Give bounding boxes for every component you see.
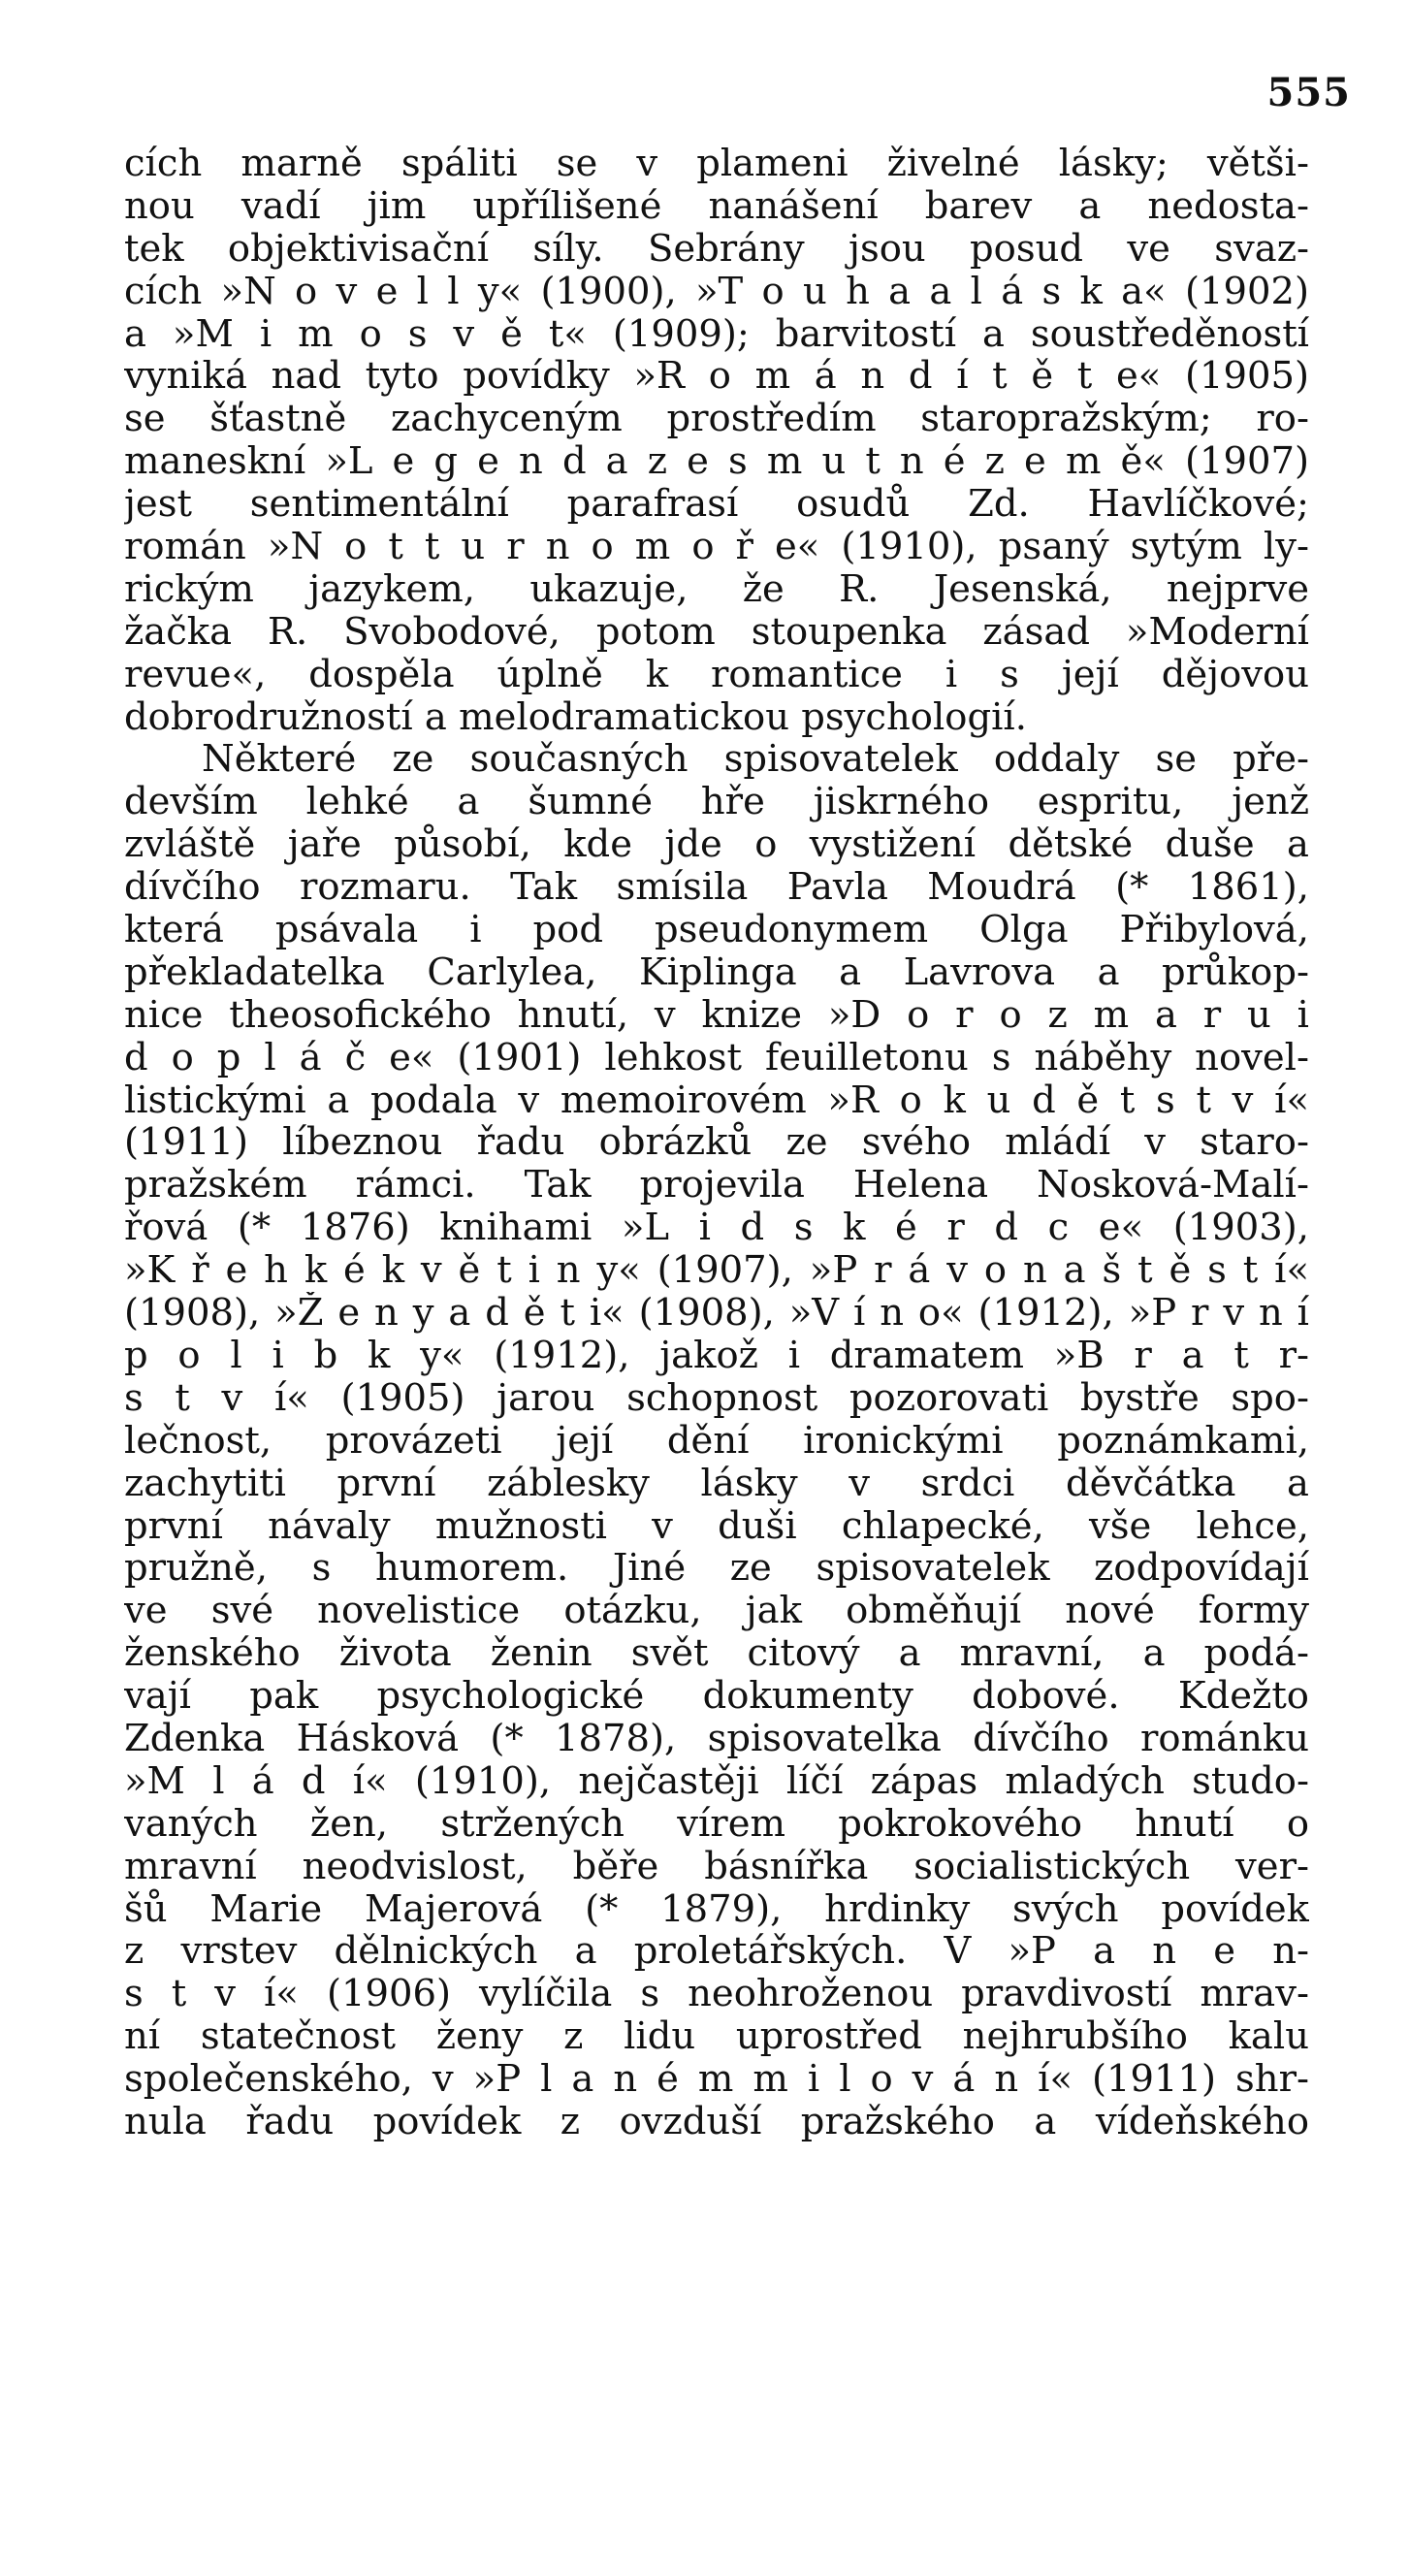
- text-line: revue«, dospěla úplně k romantice i s její dějovou: [124, 653, 1309, 696]
- text-line: s t v í« (1905) jarou schopnost pozorovati bystře spo-: [124, 1376, 1309, 1420]
- text-line: (1911) líbeznou řadu obrázků ze svého mládí v staro-: [124, 1121, 1309, 1165]
- text-line: nou vadí jim upřílišené nanášení barev a nedosta-: [124, 184, 1309, 228]
- text-line: Některé ze současných spisovatelek oddaly se pře-: [202, 738, 1309, 782]
- text-line: vaných žen, stržených vírem pokrokového hnutí o: [124, 1802, 1309, 1846]
- text-line: pružně, s humorem. Jiné ze spisovatelek zodpovídají: [124, 1547, 1309, 1591]
- text-line: nula řadu povídek z ovzduší pražského a vídeňského: [124, 2100, 1309, 2143]
- text-line: nice theosofického hnutí, v knize »D o r o z m a r u i: [124, 993, 1309, 1037]
- text-line: ženského života ženin svět citový a mravní, a podá-: [124, 1632, 1309, 1676]
- text-line: maneskní »L e g e n d a z e s m u t n é z e m ě« (1907): [124, 440, 1309, 484]
- text-line: (1908), »Ž e n y a d ě t i« (1908), »V í n o« (1912), »P r v n í: [124, 1292, 1309, 1335]
- text-line: která psávala i pod pseudonymem Olga Přibylová,: [124, 909, 1309, 951]
- text-line: Zdenka Hásková (* 1878), spisovatelka dívčího románku: [124, 1717, 1309, 1760]
- text-line: p o l i b k y« (1912), jakož i dramatem »B r a t r-: [124, 1334, 1309, 1377]
- page-number: 555: [1266, 70, 1351, 115]
- text-line: román »N o t t u r n o m o ř e« (1910), psaný sytým ly-: [124, 526, 1309, 568]
- body-text: [124, 143, 1309, 2143]
- text-line: zvláště jaře působí, kde jde o vystižení dětské duše a: [124, 823, 1309, 867]
- text-line: ve své novelistice otázku, jak obměňují nové formy: [124, 1590, 1309, 1633]
- text-line: dobrodružností a melodramatickou psychologií.: [124, 695, 1027, 739]
- text-line: společenského, v »P l a n é m m i l o v á n í« (1911) shr-: [124, 2058, 1309, 2101]
- text-line: řová (* 1876) knihami »L i d s k é r d c e« (1903),: [124, 1207, 1309, 1250]
- text-line: zachytiti první záblesky lásky v srdci děvčátka a: [124, 1462, 1309, 1505]
- text-line: s t v í« (1906) vylíčila s neohroženou pravdivostí mrav-: [124, 1973, 1309, 2016]
- text-line: pražském rámci. Tak projevila Helena Nosková-Malí-: [124, 1164, 1309, 1208]
- text-line: mravní neodvislost, běře básnířka socialistických ver-: [124, 1845, 1309, 1888]
- text-line: lečnost, provázeti její dění ironickými poznámkami,: [124, 1419, 1309, 1463]
- text-line: tek objektivisační síly. Sebrány jsou posud ve svaz-: [124, 227, 1309, 271]
- text-line: šů Marie Majerová (* 1879), hrdinky svých povídek: [124, 1887, 1309, 1931]
- text-line: d o p l á č e« (1901) lehkost feuilletonu s náběhy novel-: [124, 1036, 1309, 1079]
- text-line: ní statečnost ženy z lidu uprostřed nejhrubšího kalu: [124, 2015, 1309, 2059]
- text-line: překladatelka Carlylea, Kiplinga a Lavrova a průkop-: [124, 950, 1309, 994]
- text-line: žačka R. Svobodové, potom stoupenka zásad »Moderní: [124, 610, 1309, 654]
- text-line: cích marně spáliti se v plameni živelné lásky; větši-: [124, 143, 1309, 185]
- text-line: »M l á d í« (1910), nejčastěji líčí zápas mladých studo-: [124, 1759, 1309, 1803]
- text-line: vají pak psychologické dokumenty dobové. Kdežto: [124, 1675, 1309, 1718]
- text-line: listickými a podala v memoirovém »R o k u d ě t s t v í«: [124, 1079, 1309, 1122]
- text-line: vyniká nad tyto povídky »R o m á n d í t ě t e« (1905): [124, 355, 1309, 399]
- text-line: rickým jazykem, ukazuje, že R. Jesenská, nejprve: [124, 567, 1309, 611]
- text-line: z vrstev dělnických a proletářských. V »P a n e n-: [124, 1930, 1309, 1974]
- text-line: dívčího rozmaru. Tak smísila Pavla Moudrá (* 1861),: [124, 866, 1309, 910]
- text-line: a »M i m o s v ě t« (1909); barvitostí a soustředěností: [124, 312, 1309, 356]
- text-line: cích »N o v e l l y« (1900), »T o u h a a l á s k a« (1902): [124, 270, 1309, 313]
- text-line: první návaly mužnosti v duši chlapecké, vše lehce,: [124, 1504, 1309, 1548]
- text-line: devším lehké a šumné hře jiskrného espritu, jenž: [124, 781, 1309, 824]
- text-line: »K ř e h k é k v ě t i n y« (1907), »P r á v o n a š t ě s t í«: [124, 1249, 1309, 1293]
- text-line: jest sentimentální parafrasí osudů Zd. Havlíčkové;: [124, 483, 1309, 527]
- text-line: se šťastně zachyceným prostředím staropražským; ro-: [124, 398, 1309, 441]
